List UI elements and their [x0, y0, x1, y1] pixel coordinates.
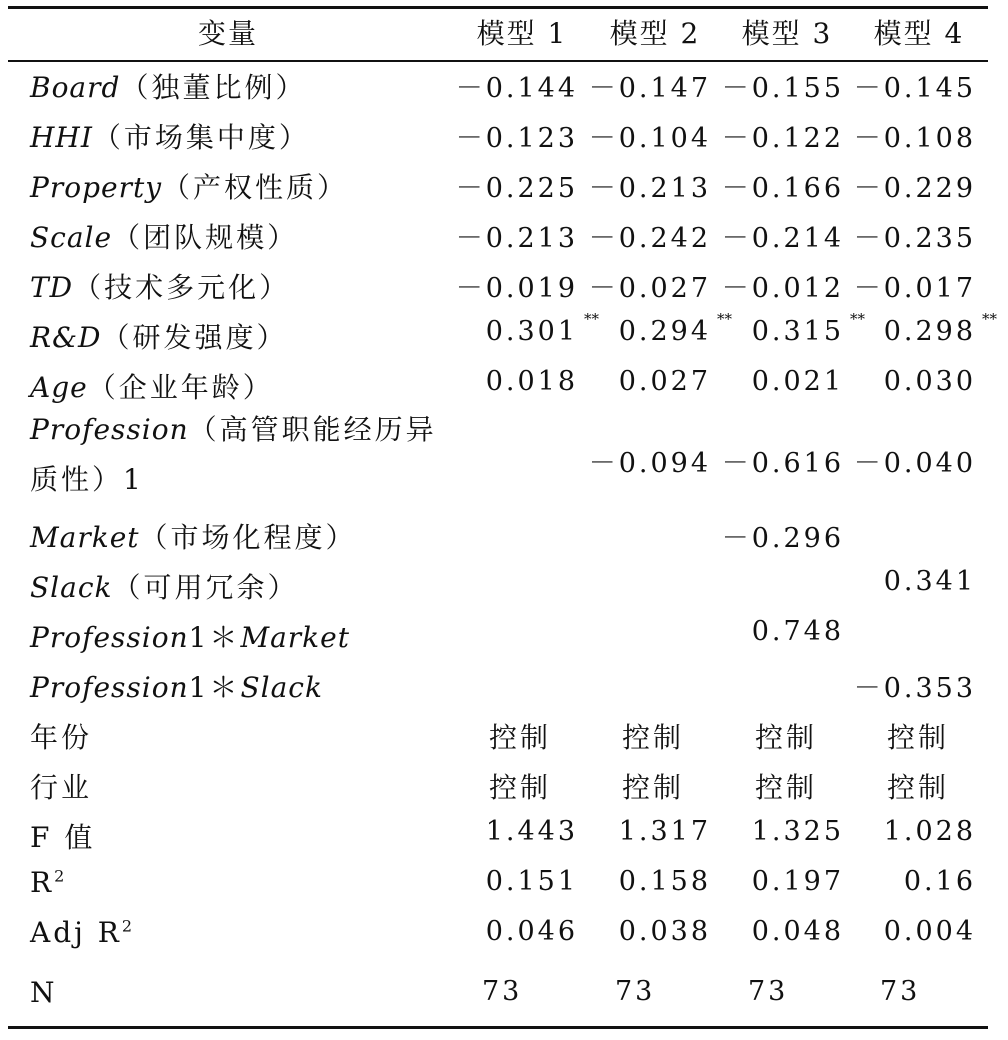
cell-model-4: －0.229 [853, 173, 976, 204]
table-row [0, 808, 1008, 858]
row-label [30, 366, 274, 406]
table-row [0, 258, 1008, 308]
variable-description: （市场集中度） [92, 121, 310, 154]
variable-description: 年份 [30, 721, 93, 754]
variable-name: Board [30, 71, 121, 104]
cell-model-1: －0.123 [455, 123, 578, 154]
significance-marker: ** [982, 310, 997, 328]
row-label [30, 166, 348, 206]
cell-model-3: 0.197 [751, 866, 844, 897]
table-row [0, 158, 1008, 208]
cell-model-3: 1.325 [751, 816, 844, 847]
table-row [0, 758, 1008, 808]
table-row [0, 908, 1008, 958]
variable-name: Market [240, 621, 350, 654]
row-label [30, 816, 95, 856]
table-row [0, 968, 1008, 1018]
cell-model-2: －0.213 [588, 173, 711, 204]
variable-description: （独董比例） [120, 71, 307, 104]
variable-description: （团队规模） [112, 221, 299, 254]
cell-model-2: －0.104 [588, 123, 711, 154]
table-row [0, 508, 1008, 558]
header-model-1: 模型 1 [476, 17, 568, 50]
variable-name: Age [30, 371, 88, 404]
variable-description: 行业 [30, 771, 93, 804]
cell-model-4: 0.298 [883, 316, 976, 347]
cell-model-1: －0.019 [455, 273, 578, 304]
cell-model-1: 1.443 [485, 816, 578, 847]
variable-description: Adj R [30, 916, 122, 949]
variable-description: （企业年龄） [87, 371, 274, 404]
variable-name: R&D [30, 321, 102, 354]
row-label [30, 976, 58, 1009]
cell-model-4: 0.030 [883, 366, 976, 397]
variable-name: Property [30, 171, 163, 204]
row-label [30, 216, 298, 256]
significance-marker: ** [584, 310, 599, 328]
cell-model-2: 0.038 [618, 916, 711, 947]
superscript: 2 [54, 866, 68, 886]
bottom-rule [8, 1026, 988, 1029]
cell-model-4: －0.040 [853, 448, 976, 479]
significance-marker: ** [850, 310, 865, 328]
row-label [30, 408, 437, 448]
cell-model-1: 控制 [489, 771, 552, 804]
cell-model-1: 73 [482, 976, 523, 1007]
cell-model-3: 73 [748, 976, 789, 1007]
cell-model-2: －0.242 [588, 223, 711, 254]
table-row [0, 408, 1008, 496]
header-variable: 变量 [197, 17, 258, 50]
cell-model-3: 控制 [755, 771, 818, 804]
cell-model-1: 0.151 [485, 866, 578, 897]
cell-model-4: －0.235 [853, 223, 976, 254]
cell-model-2: 73 [615, 976, 656, 1007]
row-label [30, 316, 287, 356]
cell-model-2: －0.147 [588, 73, 711, 104]
variable-description: N [30, 976, 58, 1009]
cell-model-3: 0.315 [751, 316, 844, 347]
table-row [0, 658, 1008, 708]
cell-model-4: 73 [880, 976, 921, 1007]
variable-description: （产权性质） [162, 171, 349, 204]
cell-model-1: 0.046 [485, 916, 578, 947]
table-row [0, 708, 1008, 758]
cell-model-2: 控制 [622, 721, 685, 754]
row-label [30, 616, 350, 656]
cell-model-4: －0.017 [853, 273, 976, 304]
cell-model-2: 0.158 [618, 866, 711, 897]
row-label-continued: 质性）1 [30, 463, 144, 496]
variable-name: Profession [30, 413, 189, 446]
cell-model-4: 控制 [887, 771, 950, 804]
variable-name: Profession [30, 621, 189, 654]
cell-model-4: －0.108 [853, 123, 976, 154]
variable-name: HHI [30, 121, 93, 154]
cell-model-4: 0.16 [903, 866, 976, 897]
cell-model-4: －0.353 [853, 673, 976, 704]
row-label [30, 666, 323, 706]
cell-model-4: 0.004 [883, 916, 976, 947]
cell-model-4: 0.341 [883, 566, 976, 597]
table-row [0, 58, 1008, 108]
row-label [30, 116, 310, 156]
variable-name: Slack [240, 671, 323, 704]
cell-model-3: 控制 [755, 721, 818, 754]
table-row [0, 308, 1008, 358]
cell-model-1: －0.213 [455, 223, 578, 254]
variable-description: F 值 [30, 821, 96, 854]
table-row [0, 608, 1008, 658]
interaction-sign: 1＊ [188, 671, 241, 704]
cell-model-1: 0.301 [485, 316, 578, 347]
cell-model-3: －0.296 [721, 523, 844, 554]
row-label [30, 566, 299, 606]
table-row [0, 358, 1008, 408]
cell-model-2: －0.027 [588, 273, 711, 304]
cell-model-2: 1.317 [618, 816, 711, 847]
variable-description: （技术多元化） [73, 271, 291, 304]
variable-name: Profession [30, 671, 189, 704]
cell-model-2: 控制 [622, 771, 685, 804]
variable-name: TD [30, 271, 74, 304]
significance-marker: ** [717, 310, 732, 328]
variable-description: R [30, 866, 55, 899]
cell-model-4: 控制 [887, 721, 950, 754]
table-row [0, 558, 1008, 608]
cell-model-3: －0.214 [721, 223, 844, 254]
cell-model-3: －0.012 [721, 273, 844, 304]
header-model-2: 模型 2 [609, 17, 701, 50]
cell-model-1: 控制 [489, 721, 552, 754]
row-label [30, 866, 67, 899]
cell-model-4: 1.028 [883, 816, 976, 847]
variable-description: （可用冗余） [112, 571, 299, 604]
variable-description: （高管职能经历异 [188, 413, 437, 446]
row-label [30, 716, 92, 756]
interaction-sign: 1＊ [188, 621, 241, 654]
variable-name: Slack [30, 571, 113, 604]
cell-model-3: 0.048 [751, 916, 844, 947]
cell-model-3: －0.166 [721, 173, 844, 204]
variable-name: Market [30, 521, 140, 554]
cell-model-3: －0.155 [721, 73, 844, 104]
cell-model-3: －0.616 [721, 448, 844, 479]
superscript: 2 [121, 916, 135, 936]
row-label [30, 66, 306, 106]
cell-model-2: 0.294 [618, 316, 711, 347]
cell-model-3: 0.021 [751, 366, 844, 397]
cell-model-4: －0.145 [853, 73, 976, 104]
cell-model-2: －0.094 [588, 448, 711, 479]
row-label [30, 516, 357, 556]
table-row [0, 108, 1008, 158]
variable-description: （研发强度） [101, 321, 288, 354]
cell-model-2: 0.027 [618, 366, 711, 397]
cell-model-3: 0.748 [751, 616, 844, 647]
cell-model-1: 0.018 [485, 366, 578, 397]
cell-model-3: －0.122 [721, 123, 844, 154]
row-label [30, 266, 290, 306]
row-label [30, 766, 92, 806]
row-label [30, 916, 135, 949]
table-row [0, 858, 1008, 908]
variable-name: Scale [30, 221, 113, 254]
table-row [0, 208, 1008, 258]
variable-description: （市场化程度） [139, 521, 357, 554]
header-model-3: 模型 3 [741, 17, 833, 50]
cell-model-1: －0.144 [455, 73, 578, 104]
header-model-4: 模型 4 [873, 17, 965, 50]
cell-model-1: －0.225 [455, 173, 578, 204]
